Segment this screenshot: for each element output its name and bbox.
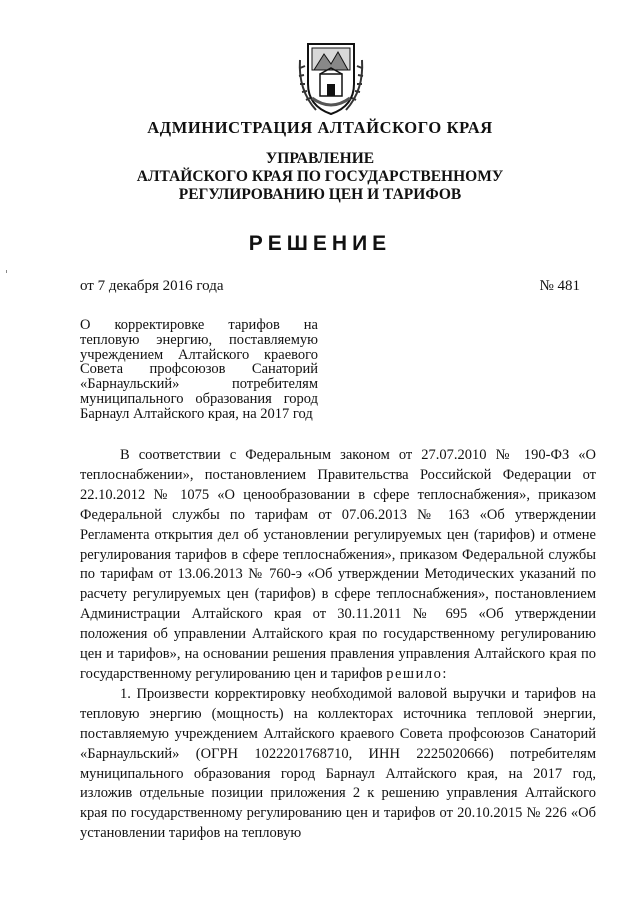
- document-number: № 481: [539, 278, 580, 294]
- document-subject: О корректировке тарифов на тепловую энергию, поставляемую учреждением Алтайского краевого Совета профсоюзов Санаторий «Барнаульский» потребителям муниципального образования город Барнаул Алтайского края, на 2017 год: [80, 317, 318, 422]
- preamble-text: В соответствии с Федеральным законом от 27.07.2010 № 190-ФЗ «О теплоснабжении», постановлением Правительства Российской Федерации от 22.10.2012 № 1075 «О ценообразовании в сфере теплоснабжения», приказом Федеральной службы по тарифам от 07.06.2013 № 163 «Об утверждении Регламента открытия дел об установлении регулируемых цен (тарифов) и отмене регулирования тарифов в сфере теплоснабжения», приказом Федеральной службы по тарифам от 13.06.2013 № 760-э «Об утверждении Методических указаний по расчету регулируемых цен (тарифов) в сфере теплоснабжения», постановлением Администрации Алтайского края от 30.11.2011 № 695 «Об утверждении положения об управлении Алтайского края по государственному регулированию цен и тарифов», на основании решения правления управления Алтайского края по государственному регулированию цен и тарифов: [80, 447, 596, 682]
- department-name: [0, 150, 640, 204]
- coat-of-arms-icon: [296, 40, 366, 116]
- administration-title: АДМИНИСТРАЦИЯ АЛТАЙСКОГО КРАЯ: [147, 118, 493, 137]
- department-line: РЕГУЛИРОВАНИЮ ЦЕН И ТАРИФОВ: [178, 186, 462, 203]
- body-paragraph: [80, 446, 596, 685]
- document-date: от 7 декабря 2016 года: [80, 278, 224, 294]
- document-title: РЕШЕНИЕ: [248, 232, 392, 255]
- body-paragraph: 1. Произвести корректировку необходимой валовой выручки и тарифов на тепловую энергию (мощность) на коллекторах источника тепловой энергии, поставляемую учреждением Алтайского краевого Совета профсоюзов Санаторий «Барнаульский» (ОГРН 1022201768710, ИНН 2225020666) потребителям муниципального образования город Барнаул Алтайского края, на 2017 год, изложив отдельные позиции приложения 2 к решению управления Алтайского края по государственному регулированию цен и тарифов от 20.10.2015 № 226 «Об установлении тарифов на тепловую: [80, 685, 596, 842]
- department-line: АЛТАЙСКОГО КРАЯ ПО ГОСУДАРСТВЕННОМУ: [136, 168, 504, 185]
- document-body: [80, 446, 596, 844]
- department-line: УПРАВЛЕНИЕ: [265, 150, 375, 167]
- scan-artifact: [6, 270, 7, 273]
- decision-keyword: решило:: [386, 665, 448, 682]
